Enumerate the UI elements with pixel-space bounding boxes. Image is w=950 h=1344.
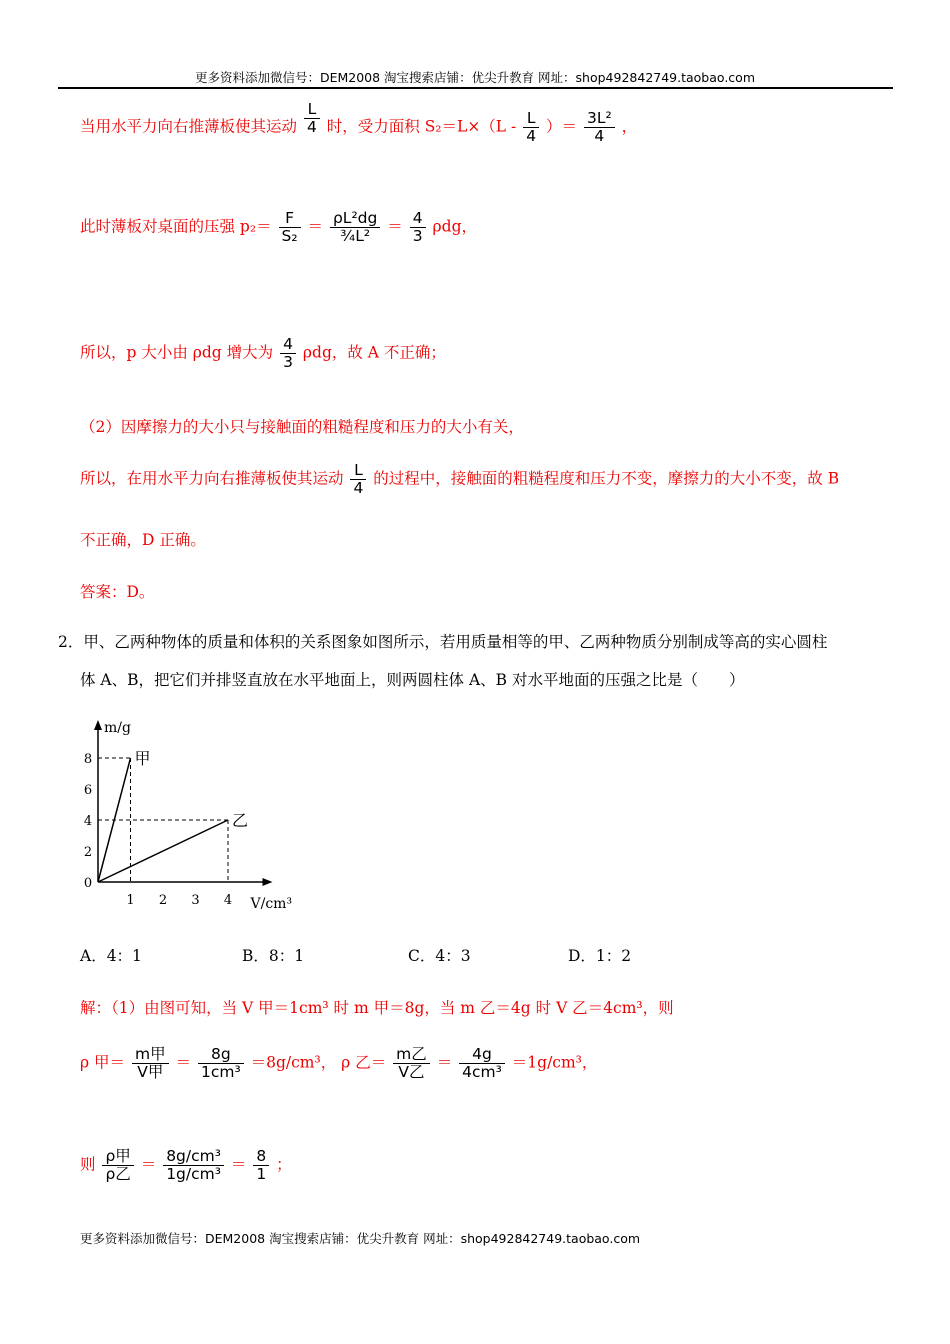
sol1-line6: 不正确，D 正确。: [80, 531, 206, 549]
numerator: F: [279, 210, 301, 228]
sol1-line3: [80, 336, 446, 371]
fraction-4-over-3: [280, 336, 296, 371]
fraction-rho-ratio: [102, 1148, 133, 1183]
fraction-m-over-v-yi: [393, 1046, 430, 1081]
denominator: 1cm³: [200, 1063, 241, 1082]
text: ρ 甲＝: [80, 1053, 126, 1072]
header-divider: [58, 87, 893, 89]
x-axis-label: V/cm³: [250, 896, 293, 912]
y-tick-label: 4: [83, 814, 93, 829]
option-a[interactable]: A．4：1: [80, 947, 142, 965]
text: ＝: [230, 1155, 247, 1174]
numerator: m甲: [132, 1046, 169, 1064]
mass-volume-chart: [70, 712, 320, 912]
option-c[interactable]: C．4：3: [408, 947, 471, 965]
text: ＝8g/cm³，: [250, 1053, 337, 1072]
text: ）＝: [546, 117, 578, 136]
text: ＝: [436, 1053, 453, 1072]
fraction-8g-over-1cm3: [198, 1046, 244, 1081]
text: ；: [276, 1155, 292, 1174]
x-tick-label: 2: [158, 893, 168, 908]
text: 时，受力面积 S₂＝L×（L -: [326, 117, 517, 136]
text: 则: [80, 1155, 96, 1174]
text: ρ 乙＝: [341, 1053, 387, 1072]
numerator: 8g: [198, 1046, 244, 1064]
denominator: 4: [526, 127, 537, 146]
sol2-line1: 解：（1）由图可知，当 V 甲＝1cm³ 时 m 甲＝8g，当 m 乙＝4g 时 V 乙＝4cm³，则: [80, 999, 674, 1017]
text: ，: [621, 117, 638, 136]
q2-line1: 2．甲、乙两种物体的质量和体积的关系图象如图所示，若用质量相等的甲、乙两种物质分别制成等高的实心圆柱: [58, 633, 828, 651]
numerator: 4: [280, 336, 296, 354]
text: ＝: [387, 217, 403, 236]
q2-line2: 体 A、B，把它们并排竖直放在水平地面上，则两圆柱体 A、B 对水平地面的压强之比是（ ）: [80, 671, 745, 689]
page-header: 更多资料添加微信号：DEM2008 淘宝搜索店铺：优尖升教育 网址：shop492842749.taobao.com: [194, 70, 756, 85]
denominator: V甲: [137, 1063, 164, 1082]
text: 所以，在用水平力向右推薄板使其运动: [80, 469, 344, 488]
fraction-L-over-4: [350, 462, 366, 497]
x-tick-label: 4: [223, 893, 233, 908]
denominator: ρ乙: [105, 1165, 131, 1184]
denominator: V乙: [398, 1063, 425, 1082]
y-tick-label: 6: [83, 783, 93, 798]
fraction-L-over-4: [304, 101, 320, 136]
y-axis-arrow: [94, 720, 102, 730]
y-axis-label: m/g: [104, 720, 131, 736]
sol1-line1: [80, 100, 638, 146]
sol2-line3: [80, 1148, 292, 1183]
numerator: ρ甲: [102, 1148, 133, 1166]
sol1-line4: （2）因摩擦力的大小只与接触面的粗糙程度和压力的大小有关，: [80, 418, 524, 436]
sol2-line2: [80, 1046, 597, 1081]
sol1-line2: [80, 210, 477, 245]
numerator: L: [350, 462, 366, 480]
fraction-8-over-1: [253, 1148, 269, 1183]
text: 所以，p 大小由 ρdg 增大为: [80, 343, 274, 362]
fraction-rhoL2dg: [330, 210, 380, 245]
x-axis-arrow: [263, 878, 273, 886]
fraction-density-values: [163, 1148, 224, 1183]
text: ＝: [140, 1155, 157, 1174]
denominator: 4: [353, 479, 364, 498]
option-d[interactable]: D．1：2: [568, 947, 632, 965]
denominator: 4cm³: [462, 1063, 502, 1082]
text: ρdg，故 A 不正确；: [302, 343, 446, 362]
denominator: 3: [283, 353, 293, 372]
numerator: 8g/cm³: [163, 1148, 224, 1166]
numerator: L: [523, 110, 539, 128]
denominator: 4: [306, 118, 317, 137]
y-tick-label: 2: [83, 845, 93, 860]
y-tick-label: 0: [83, 876, 93, 891]
text: ＝: [175, 1053, 192, 1072]
series-line-2: [98, 820, 228, 882]
numerator: 8: [253, 1148, 269, 1166]
series-label: 乙: [232, 811, 249, 830]
text: 当用水平力向右推薄板使其运动: [80, 117, 298, 136]
series-label: 甲: [134, 749, 151, 768]
fraction-m-over-v-jia: [132, 1046, 169, 1081]
denominator: 1g/cm³: [166, 1165, 221, 1184]
fraction-F-over-S2: [279, 210, 301, 245]
text: 此时薄板对桌面的压强 p₂＝: [80, 217, 272, 236]
option-b[interactable]: B．8：1: [242, 947, 305, 965]
numerator: 4: [410, 210, 426, 228]
sol1-answer: 答案：D。: [80, 583, 155, 601]
page-footer: 更多资料添加微信号：DEM2008 淘宝搜索店铺：优尖升教育 网址：shop492842749.taobao.com: [80, 1231, 641, 1246]
text: ＝: [307, 217, 324, 236]
y-tick-label: 8: [83, 752, 93, 767]
text: 的过程中，接触面的粗糙程度和压力不变，摩擦力的大小不变，故 B: [373, 469, 840, 488]
numerator: L: [304, 101, 320, 119]
denominator: 4: [594, 127, 605, 146]
fraction-L-over-4: [523, 110, 539, 145]
fraction-4-over-3: [410, 210, 426, 245]
numerator: m乙: [393, 1046, 430, 1064]
fraction-4g-over-4cm3: [459, 1046, 505, 1081]
x-tick-label: 1: [126, 893, 135, 908]
numerator: 3L²: [584, 110, 615, 128]
text: ＝1g/cm³，: [511, 1053, 598, 1072]
denominator: S₂: [281, 227, 298, 246]
fraction-3L2-over-4: [584, 110, 615, 145]
numerator: ρL²dg: [330, 210, 380, 228]
denominator: 1: [256, 1165, 267, 1184]
x-tick-label: 3: [191, 893, 200, 908]
denominator: 3: [412, 227, 423, 246]
denominator: ¾L²: [340, 227, 371, 246]
text: ρdg，: [432, 217, 478, 236]
numerator: 4g: [459, 1046, 505, 1064]
sol1-line5: [80, 462, 839, 497]
